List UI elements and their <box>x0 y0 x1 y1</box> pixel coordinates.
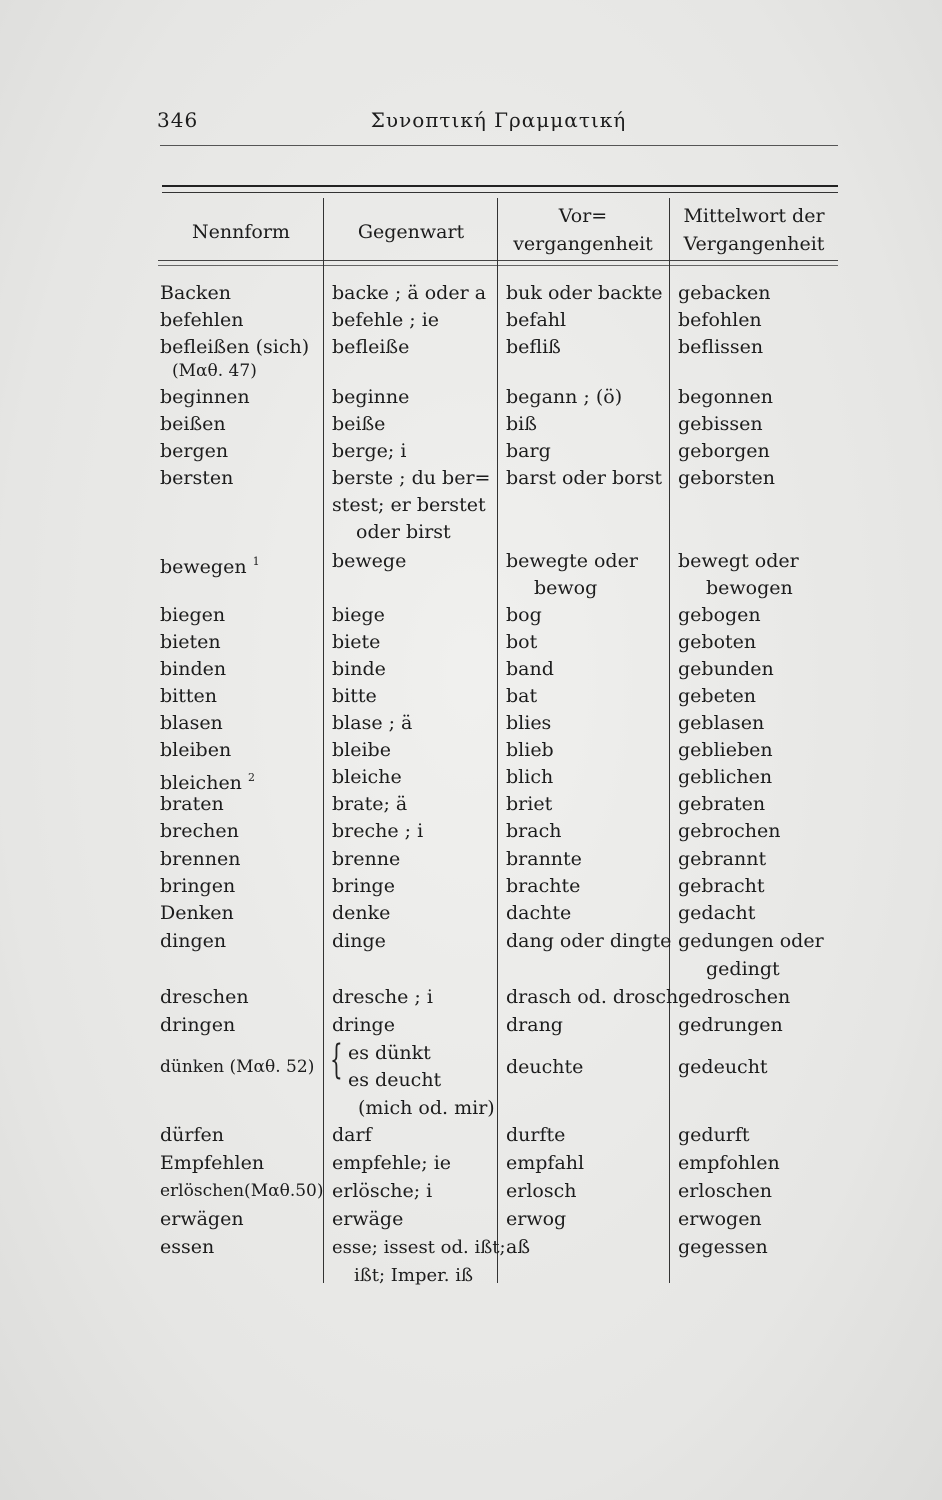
nennform-brennen: brennen <box>160 848 241 870</box>
running-head <box>157 108 840 148</box>
mittelwort-dreschen: gedroschen <box>678 986 791 1008</box>
vorvergangenheit-braten: briet <box>506 793 553 815</box>
nennform-binden: binden <box>160 658 227 680</box>
mittelwort-binden: gebunden <box>678 658 774 680</box>
mittelwort-bleiben: geblieben <box>678 739 773 761</box>
gegenwart-befleissen: befleiße <box>332 336 410 358</box>
nennform-dringen: dringen <box>160 1014 236 1036</box>
vorvergangenheit-dringen: drang <box>506 1014 563 1036</box>
nennform-dreschen: dreschen <box>160 986 249 1008</box>
mittelwort-duenken: gedeucht <box>678 1056 768 1078</box>
mittelwort-blasen: geblasen <box>678 712 765 734</box>
nennform-befehlen: befehlen <box>160 309 244 331</box>
mittelwort-beginnen: begonnen <box>678 386 773 408</box>
vorvergangenheit-befehlen: befahl <box>506 309 567 331</box>
vorvergangenheit-befleissen: befliß <box>506 336 561 358</box>
gegenwart-biegen: biege <box>332 604 385 626</box>
gegenwart-essen-line2: ißt; Imper. iß <box>354 1265 474 1286</box>
mittelwort-brechen: gebrochen <box>678 820 781 842</box>
vorvergangenheit-erwaegen: erwog <box>506 1208 567 1230</box>
vorvergangenheit-binden: band <box>506 658 554 680</box>
mittelwort-befehlen: befohlen <box>678 309 762 331</box>
gegenwart-bleiben: bleibe <box>332 739 391 761</box>
mittelwort-duerfen: gedurft <box>678 1124 750 1146</box>
nennform-bewegen <box>160 548 260 581</box>
brace-icon: { <box>330 1037 343 1083</box>
gegenwart-beginnen: beginne <box>332 386 410 408</box>
gegenwart-duerfen: darf <box>332 1124 372 1146</box>
nennform-duerfen: dürfen <box>160 1124 224 1146</box>
vorvergangenheit-dreschen: drasch od. drosch <box>506 986 679 1008</box>
vorvergangenheit-brechen: brach <box>506 820 562 842</box>
gegenwart-dingen: dinge <box>332 930 386 952</box>
nennform-note-befleissen: (Μαθ. 47) <box>172 361 257 381</box>
page-number: 346 <box>157 108 199 132</box>
gegenwart-duenken-line3: (mich od. mir) <box>358 1097 495 1119</box>
gegenwart-essen: esse; issest od. ißt; <box>332 1237 506 1258</box>
gegenwart-bleichen: bleiche <box>332 766 402 788</box>
gegenwart-empfehlen: empfehle; ie <box>332 1152 452 1174</box>
gegenwart-bergen: berge; i <box>332 440 407 462</box>
gegenwart-brechen: breche ; i <box>332 820 424 842</box>
mittelwort-brennen: gebrannt <box>678 848 767 870</box>
mittelwort-bergen: geborgen <box>678 440 770 462</box>
gegenwart-bringen: bringe <box>332 875 395 897</box>
column-header-gegenwart: Gegenwart <box>357 221 465 243</box>
nennform-bersten: bersten <box>160 467 234 489</box>
vorvergangenheit-bringen: brachte <box>506 875 581 897</box>
mittelwort-dingen: gedungen oder <box>678 930 824 952</box>
gegenwart-backen: backe ; ä oder a <box>332 282 487 304</box>
mittelwort-bewegen-line2: bewogen <box>706 577 793 599</box>
footnote-marker-1: 1 <box>252 555 260 568</box>
gegenwart-bieten: biete <box>332 631 381 653</box>
vorvergangenheit-blasen: blies <box>506 712 552 734</box>
gegenwart-binden: binde <box>332 658 386 680</box>
mittelwort-biegen: gebogen <box>678 604 761 626</box>
gegenwart-denken: denke <box>332 902 391 924</box>
nennform-bitten: bitten <box>160 685 217 707</box>
column-rule-2 <box>497 198 498 1283</box>
header-bottom-rule-inner <box>158 265 838 266</box>
mittelwort-bieten: geboten <box>678 631 757 653</box>
mittelwort-bleichen: geblichen <box>678 766 773 788</box>
table-top-rule-inner <box>162 192 838 193</box>
nennform-biegen: biegen <box>160 604 226 626</box>
vorvergangenheit-brennen: brannte <box>506 848 582 870</box>
mittelwort-denken: gedacht <box>678 902 756 924</box>
gegenwart-befehlen: befehle ; ie <box>332 309 440 331</box>
gegenwart-brennen: brenne <box>332 848 401 870</box>
column-header-mittelwort-line1: Mittelwort der <box>683 205 825 227</box>
gegenwart-beissen: beiße <box>332 413 386 435</box>
vorvergangenheit-duerfen: durfte <box>506 1124 566 1146</box>
footnote-marker-2: 2 <box>247 771 255 784</box>
mittelwort-bewegen: bewegt oder <box>678 550 799 572</box>
nennform-braten: braten <box>160 793 224 815</box>
vorvergangenheit-bewegen-line2: bewog <box>534 577 598 599</box>
vorvergangenheit-duenken: deuchte <box>506 1056 584 1078</box>
mittelwort-backen: gebacken <box>678 282 771 304</box>
nennform-bleiben: bleiben <box>160 739 232 761</box>
head-rule <box>160 145 838 146</box>
column-header-nennform: Nennform <box>192 221 290 243</box>
column-rule-1 <box>323 198 324 1283</box>
nennform-empfehlen: Empfehlen <box>160 1152 265 1174</box>
mittelwort-bitten: gebeten <box>678 685 756 707</box>
nennform-denken: Denken <box>160 902 234 924</box>
gegenwart-braten: brate; ä <box>332 793 408 815</box>
gegenwart-bewegen: bewege <box>332 550 407 572</box>
mittelwort-essen: gegessen <box>678 1236 768 1258</box>
gegenwart-erwaegen: erwäge <box>332 1208 404 1230</box>
nennform-bringen: bringen <box>160 875 236 897</box>
vorvergangenheit-empfehlen: empfahl <box>506 1152 585 1174</box>
vorvergangenheit-bewegen: bewegte oder <box>506 550 638 572</box>
nennform-bleichen-text: bleichen <box>160 772 242 794</box>
gegenwart-bersten-line3: oder birst <box>356 521 451 543</box>
mittelwort-empfehlen: empfohlen <box>678 1152 780 1174</box>
vorvergangenheit-biegen: bog <box>506 604 542 626</box>
vorvergangenheit-erloeschen: erlosch <box>506 1180 577 1202</box>
nennform-bieten: bieten <box>160 631 221 653</box>
mittelwort-befleissen: beflissen <box>678 336 764 358</box>
gegenwart-duenken-line2: es deucht <box>348 1069 442 1091</box>
vorvergangenheit-essen: aß <box>506 1236 531 1258</box>
nennform-beissen: beißen <box>160 413 226 435</box>
gegenwart-bitten: bitte <box>332 685 377 707</box>
nennform-essen: essen <box>160 1236 215 1258</box>
nennform-brechen: brechen <box>160 820 239 842</box>
vorvergangenheit-backen: buk oder backte <box>506 282 663 304</box>
vorvergangenheit-bersten: barst oder borst <box>506 467 663 489</box>
table-top-rule <box>162 185 838 187</box>
gegenwart-duenken: es dünkt <box>348 1042 431 1064</box>
vorvergangenheit-bergen: barg <box>506 440 551 462</box>
mittelwort-bringen: gebracht <box>678 875 765 897</box>
mittelwort-dingen-line2: gedingt <box>706 958 780 980</box>
vorvergangenheit-beissen: biß <box>506 413 537 435</box>
nennform-backen: Backen <box>160 282 231 304</box>
nennform-bewegen-text: bewegen <box>160 556 247 578</box>
nennform-beginnen: beginnen <box>160 386 250 408</box>
column-header-vor-line2: vergangenheit <box>513 233 653 255</box>
mittelwort-braten: gebraten <box>678 793 766 815</box>
nennform-bergen: bergen <box>160 440 229 462</box>
nennform-erwaegen: erwägen <box>160 1208 244 1230</box>
mittelwort-erloeschen: erloschen <box>678 1180 772 1202</box>
nennform-blasen: blasen <box>160 712 223 734</box>
column-header-vor-line1: Vor= <box>558 205 608 227</box>
gegenwart-erloeschen: erlösche; i <box>332 1180 433 1202</box>
gegenwart-dringen: dringe <box>332 1014 395 1036</box>
vorvergangenheit-bleichen: blich <box>506 766 554 788</box>
nennform-duenken: dünken (Μαθ. 52) <box>160 1057 315 1077</box>
mittelwort-bersten: geborsten <box>678 467 775 489</box>
vorvergangenheit-bieten: bot <box>506 631 538 653</box>
nennform-erloeschen: erlöschen(Μαθ.50) <box>160 1181 324 1201</box>
mittelwort-beissen: gebissen <box>678 413 763 435</box>
gegenwart-bersten: berste ; du ber= <box>332 467 491 489</box>
header-bottom-rule <box>158 260 838 261</box>
nennform-befleissen: befleißen (sich) <box>160 336 310 358</box>
vorvergangenheit-bitten: bat <box>506 685 538 707</box>
gegenwart-dreschen: dresche ; i <box>332 986 433 1008</box>
vorvergangenheit-bleiben: blieb <box>506 739 554 761</box>
vorvergangenheit-denken: dachte <box>506 902 572 924</box>
gegenwart-blasen: blase ; ä <box>332 712 413 734</box>
vorvergangenheit-beginnen: begann ; (ö) <box>506 386 623 408</box>
mittelwort-erwaegen: erwogen <box>678 1208 762 1230</box>
gegenwart-bersten-line2: stest; er berstet <box>332 494 486 516</box>
vorvergangenheit-dingen: dang oder dingte <box>506 930 672 952</box>
column-header-mittelwort-line2: Vergangenheit <box>683 233 825 255</box>
page-title: Συνοπτική Γραμματική <box>370 108 627 132</box>
column-rule-3 <box>669 198 670 1283</box>
nennform-dingen: dingen <box>160 930 227 952</box>
mittelwort-dringen: gedrungen <box>678 1014 783 1036</box>
